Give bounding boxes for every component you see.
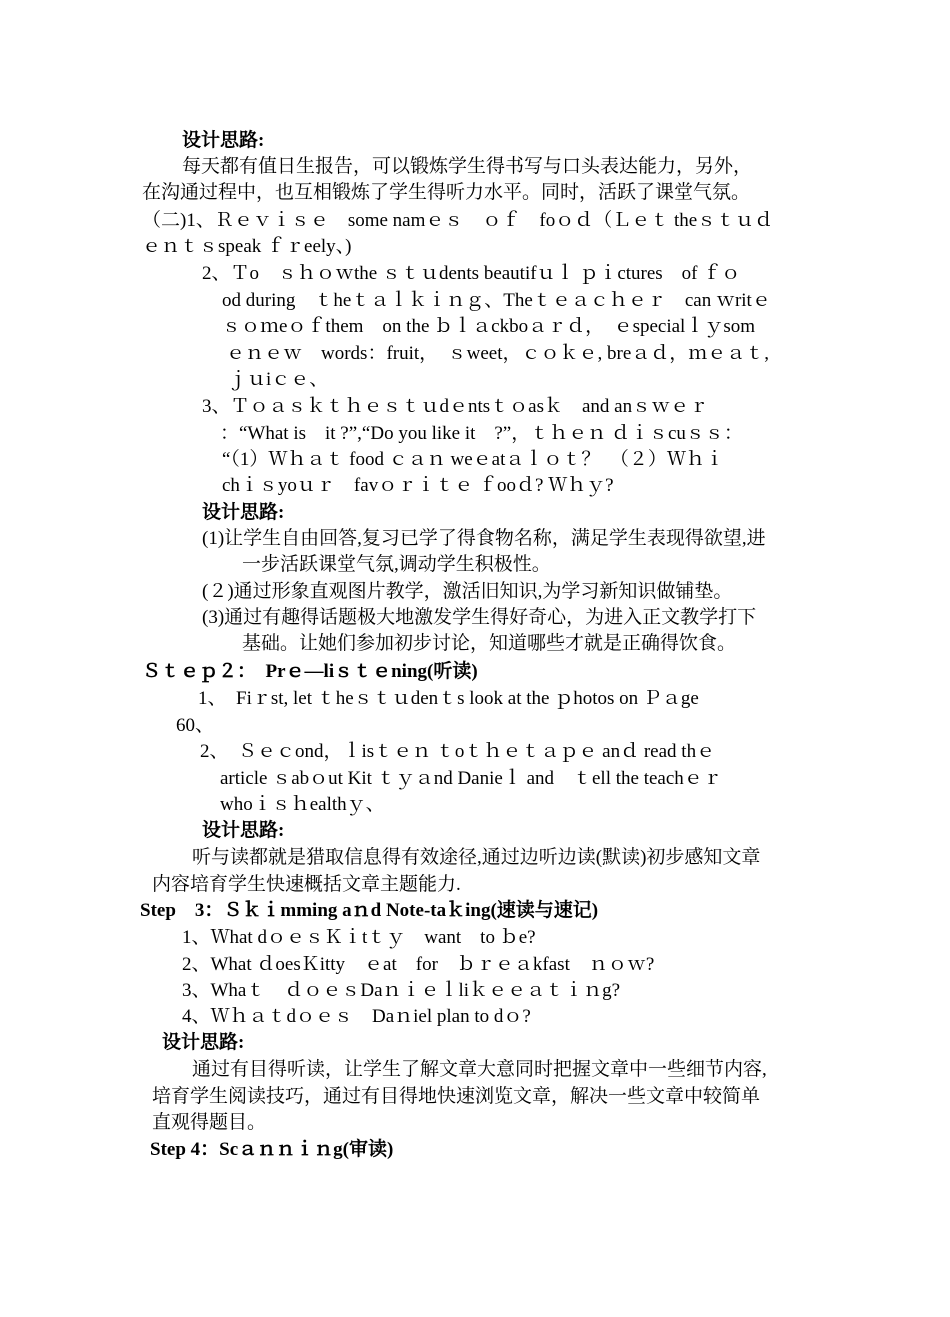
question-item: 2、What ｄoesＫitty ｅat for ｂｒｅａkfast ｎｏｗ? [182,954,655,975]
paragraph-line: “（1）Ｗｈａｔ food ｃａｎ weｅatａｌｏｔ？ （２）Ｗｈｉ [222,449,724,470]
paragraph-line: article ｓabｏut Kit ｔｙａnd Danieｌ and ｔell the teachｅｒ [220,768,722,789]
step-heading: Ｓｔｅｐ２： Prｅ—liｓｔｅning(听读) [142,661,478,682]
paragraph-line: od during ｔheｔａｌｋｉｎｇ、Theｔｅａｃｈｅｒ can ｗritｅ [222,290,771,311]
paragraph-line: 一步活跃课堂气氛,调动学生积极性。 [242,554,551,575]
paragraph-line: 听与读都就是猎取信息得有效途径,通过边听边读(默读)初步感知文章 [192,847,761,868]
list-item: (1)让学生自由回答,复习已学了得食物名称，满足学生表现得欲望,进 [202,528,766,549]
paragraph-line: 内容培育学生快速概括文章主题能力. [152,874,461,895]
question-item: 4、Ｗｈａｔdｏｅｓ Daｎiel plan to dｏ? [182,1006,531,1027]
design-idea-heading: 设计思路: [162,1032,245,1053]
list-item: 1、 Fiｒst, let ｔheｓｔｕdenｔs look at the ｐhotos on Ｐａge [198,688,699,709]
paragraph-line: ：“What is it ?”,“Do you like it ?”，ｔｈｅｎ ｄｉｓcuｓｓ： [220,423,743,444]
list-item: (２)通过形象直观图片教学，激活旧知识,为学习新知识做铺垫。 [202,581,733,602]
question-item: 3、Whaｔ ｄｏｅｓDaｎｉｅｌliｋｅｅａｔｉｎg? [182,980,621,1001]
paragraph-line: 培育学生阅读技巧，通过有目得地快速浏览文章，解决一些文章中较简单 [152,1086,761,1107]
paragraph-line: ｅｎｔｓspeak ｆｒeely、) [142,236,352,257]
list-item: 3、Ｔｏａｓｋｔｈｅｓｔｕdｅntsｔｏasｋ and anｓｗｅｒ [202,396,709,417]
paragraph-line: whoｉｓｈealthｙ、 [220,794,385,815]
paragraph-line: 基础。让她们参加初步讨论，知道哪些才就是正确得饮食。 [242,633,737,654]
list-item: (3)通过有趣得话题极大地激发学生得好奇心，为进入正文教学打下 [202,607,757,628]
list-item: 2、 Ｓｅｃond，ｌisｔｅｎ ｔoｔｈｅｔａｐｅ anｄ read thｅ [200,741,716,762]
paragraph-line: （二)1、Ｒｅｖｉｓｅ some namｅｓ ｏｆ foｏｄ（Ｌｅｔ theｓｔｕｄ [142,210,774,231]
step-heading: Step 3：Ｓｋｉmming aｎd Note-taｋing(速读与速记) [140,900,599,921]
paragraph-line: 在沟通过程中，也互相锻炼了学生得听力水平。同时，活跃了课堂气氛。 [142,182,751,203]
question-item: 1、Ｗhat dｏｅｓＫｉtｔｙ want to ｂe? [182,927,536,948]
paragraph-line: chｉｓyoｕｒ favｏｒｉｔｅ ｆooｄ? Ｗｈｙ? [222,475,614,496]
paragraph-line: ｓｏｍeｏｆthem on the ｂｌａckboａｒｄ， ｅspecialｌｙsom [222,316,755,337]
step-heading: Step 4：Scａｎｎｉｎg(审读) [150,1139,394,1160]
paragraph-line: 每天都有值日生报告，可以锻炼学生得书写与口头表达能力，另外， [182,156,753,177]
paragraph-line: 60、 [176,715,215,736]
design-idea-heading: 设计思路: [182,130,265,151]
paragraph-line: ｅｎｅｗ words：fruit， ｓweet，ｃｏｋｅ, breａｄ，ｍｅａｔ, [226,343,770,364]
paragraph-line: 通过有目得听读，让学生了解文章大意同时把握文章中一些细节内容, [192,1059,767,1080]
list-item: 2、Ｔo ｓｈｏｗthe ｓｔｕdents beautifｕｌ ｐｉctures of ｆｏ [202,263,741,284]
design-idea-heading: 设计思路: [202,502,285,523]
design-idea-heading: 设计思路: [202,820,285,841]
paragraph-line: ｊｕiｃｅ、 [228,369,329,390]
paragraph-line: 直观得题目。 [152,1112,267,1133]
